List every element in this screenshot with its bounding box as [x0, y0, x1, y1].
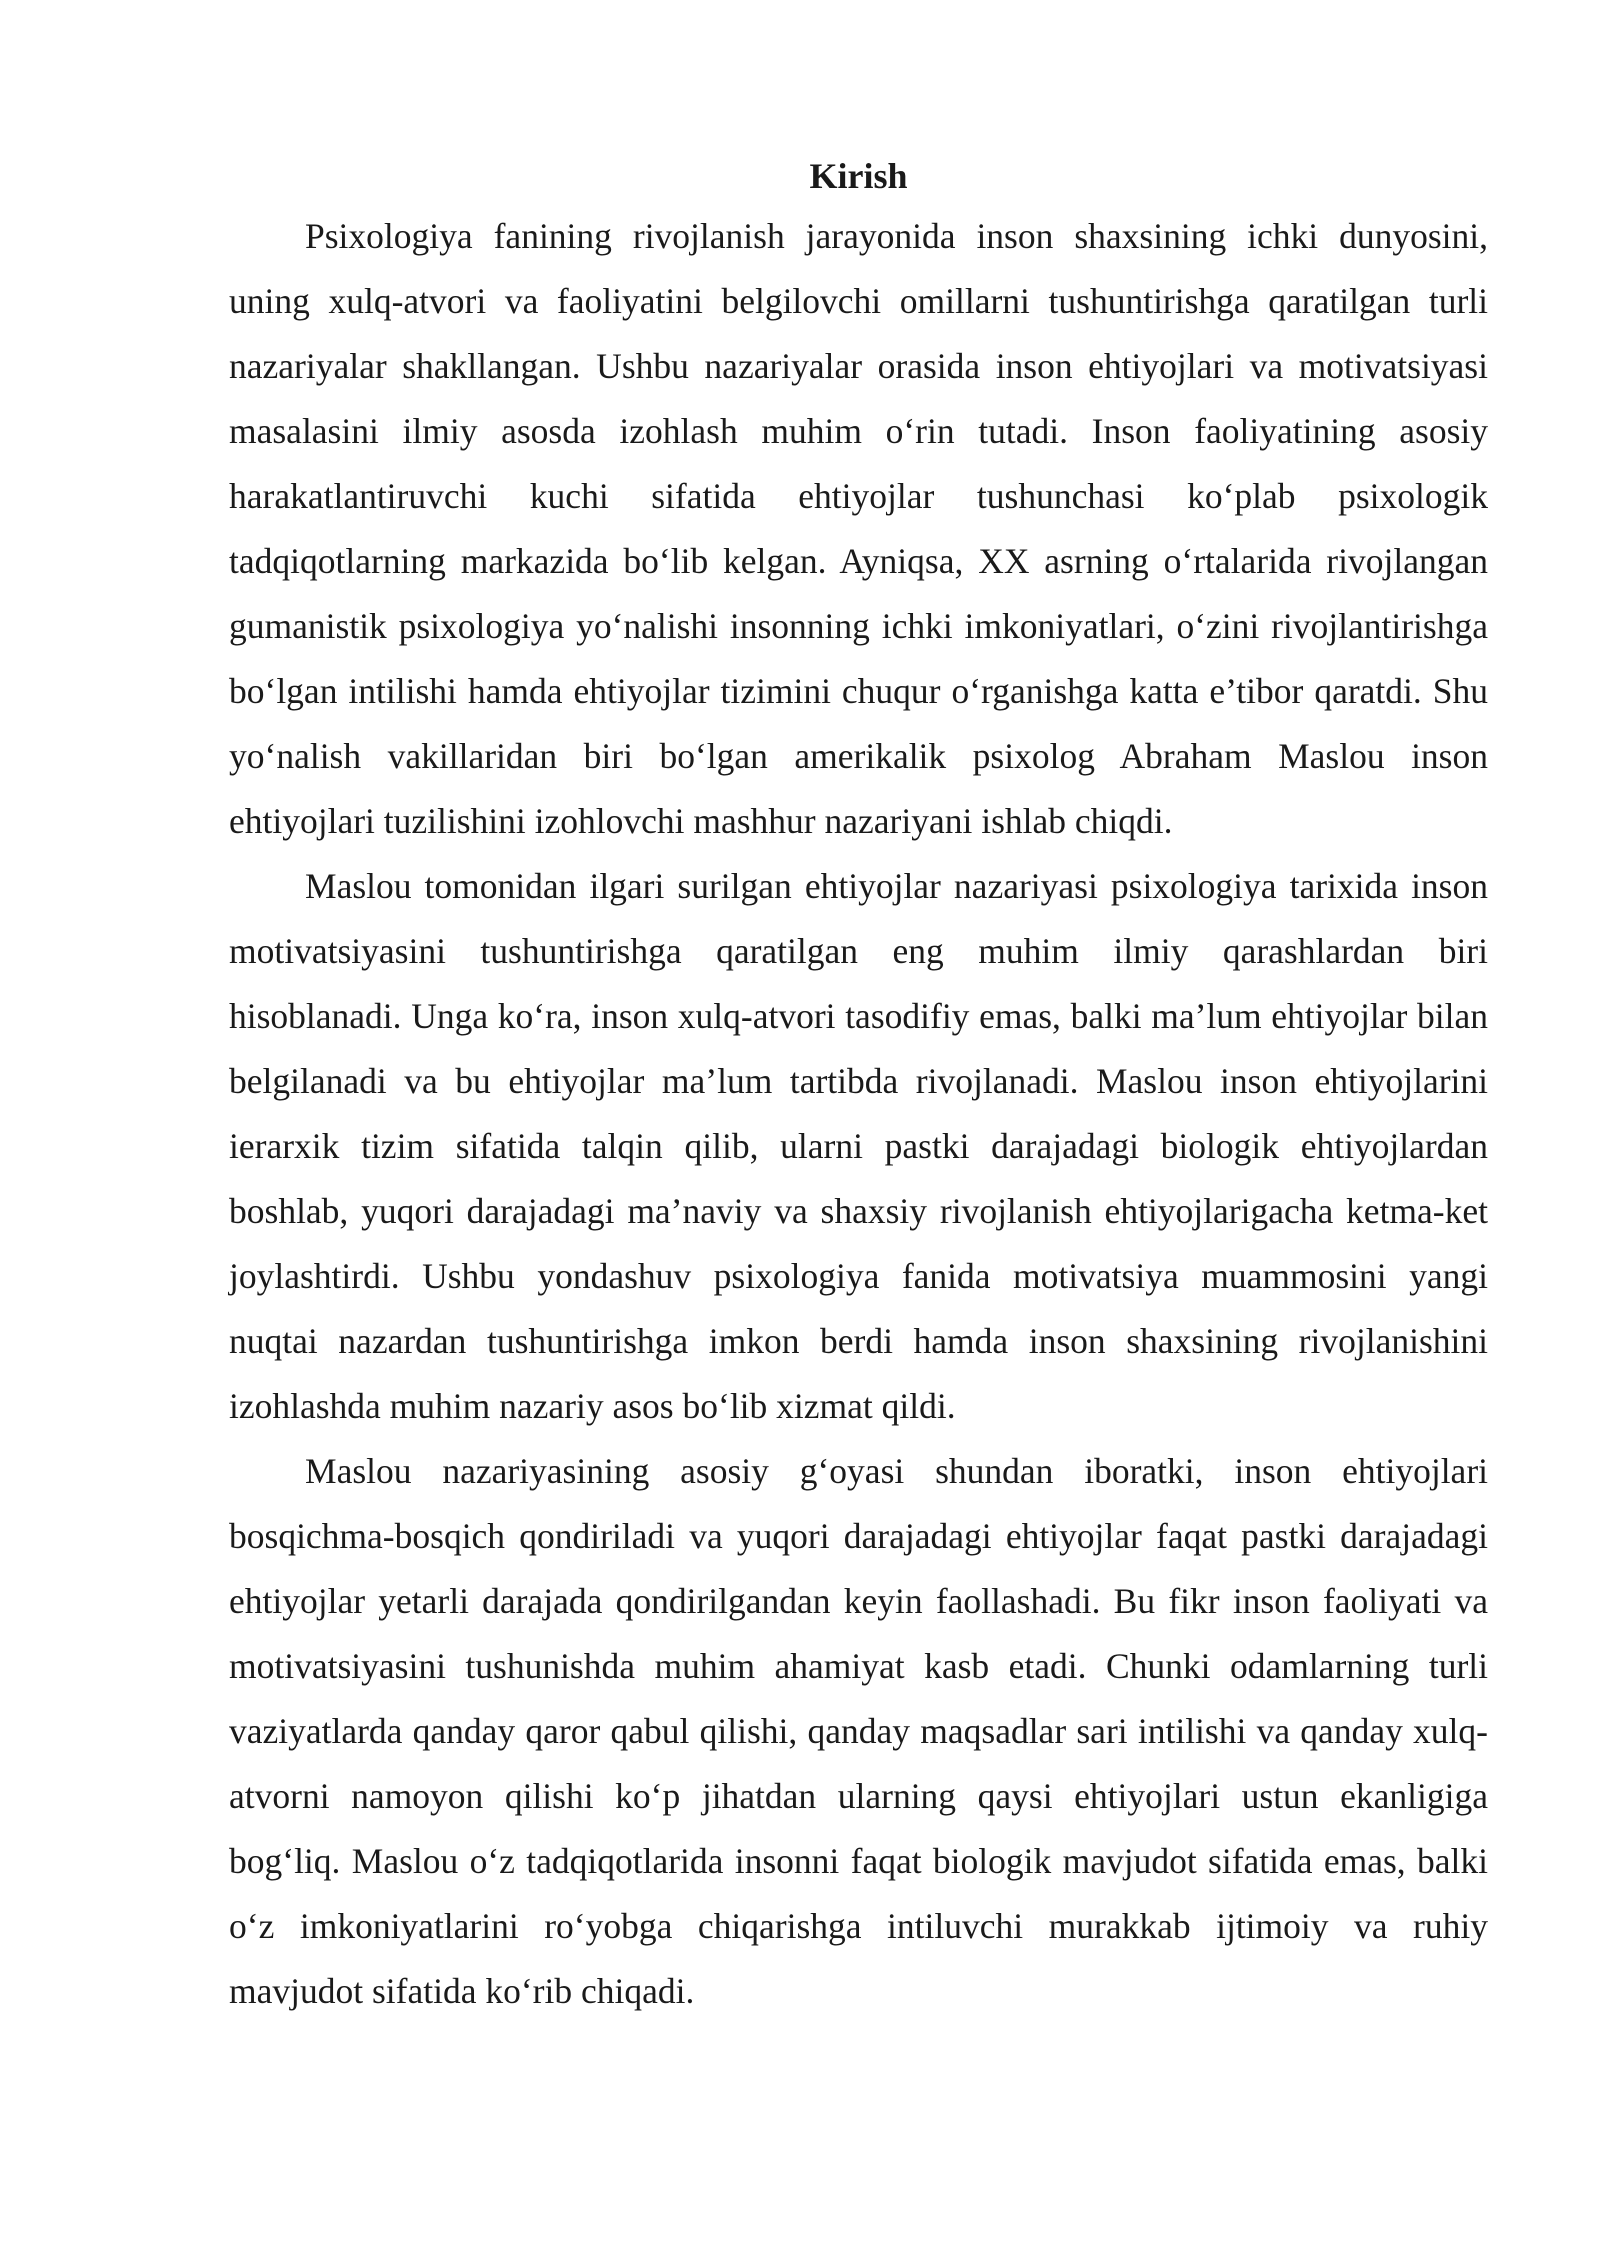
document-body	[229, 148, 1488, 2024]
paragraph-2: Maslou tomonidan ilgari surilgan ehtiyojlar nazariyasi psixologiya tarixida inson motivatsiyasini tushuntirishga qaratilgan eng muhim ilmiy qarashlardan biri hisoblanadi. Unga ko‘ra, inson xulq-atvori tasodifiy emas, balki ma’lum ehtiyojlar bilan belgilanadi va bu ehtiyojlar ma’lum tartibda rivojlanadi. Maslou inson ehtiyojlarini ierarxik tizim sifatida talqin qilib, ularni pastki darajadagi biologik ehtiyojlardan boshlab, yuqori darajadagi ma’naviy va shaxsiy rivojlanish ehtiyojlarigacha ketma-ket joylashtirdi. Ushbu yondashuv psixologiya fanida motivatsiya muammosini yangi nuqtai nazardan tushuntirishga imkon berdi hamda inson shaxsining rivojlanishini izohlashda muhim nazariy asos bo‘lib xizmat qildi.	[229, 866, 1488, 1426]
paragraph-1: Psixologiya fanining rivojlanish jarayonida inson shaxsining ichki dunyosini, uning xulq-atvori va faoliyatini belgilovchi omillarni tushuntirishga qaratilgan turli nazariyalar shakllangan. Ushbu nazariyalar orasida inson ehtiyojlari va motivatsiyasi masalasini ilmiy asosda izohlash muhim o‘rin tutadi. Inson faoliyatining asosiy harakatlantiruvchi kuchi sifatida ehtiyojlar tushunchasi ko‘plab psixologik tadqiqotlarning markazida bo‘lib kelgan. Ayniqsa, XX asrning o‘rtalarida rivojlangan gumanistik psixologiya yo‘nalishi insonning ichki imkoniyatlari, o‘zini rivojlantirishga bo‘lgan intilishi hamda ehtiyojlar tizimini chuqur o‘rganishga katta e’tibor qaratdi. Shu yo‘nalish vakillaridan biri bo‘lgan amerikalik psixolog Abraham Maslou inson ehtiyojlari tuzilishini izohlovchi mashhur nazariyani ishlab chiqdi.	[229, 216, 1488, 841]
section-title: Kirish	[809, 156, 908, 196]
paragraph-3: Maslou nazariyasining asosiy g‘oyasi shundan iboratki, inson ehtiyojlari bosqichma-bosqich qondiriladi va yuqori darajadagi ehtiyojlar faqat pastki darajadagi ehtiyojlar yetarli darajada qondirilgandan keyin faollashadi. Bu fikr inson faoliyati va motivatsiyasini tushunishda muhim ahamiyat kasb etadi. Chunki odamlarning turli vaziyatlarda qanday qaror qabul qilishi, qanday maqsadlar sari intilishi va qanday xulq-atvorni namoyon qilishi ko‘p jihatdan ularning qaysi ehtiyojlari ustun ekanligiga bog‘liq. Maslou o‘z tadqiqotlarida insonni faqat biologik mavjudot sifatida emas, balki o‘z imkoniyatlarini ro‘yobga chiqarishga intiluvchi murakkab ijtimoiy va ruhiy mavjudot sifatida ko‘rib chiqadi.	[229, 1451, 1488, 2011]
